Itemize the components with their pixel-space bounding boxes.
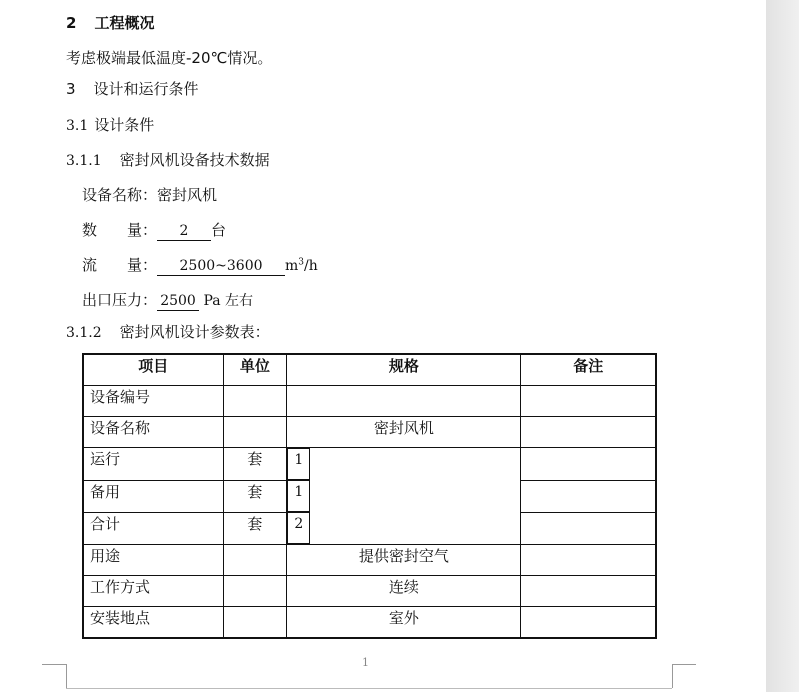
cell-item: 设备编号	[83, 386, 223, 417]
section-3-1-title: 设计条件	[94, 116, 155, 134]
cell-unit	[223, 417, 287, 448]
section-3-1-2-heading	[66, 322, 270, 343]
spec-qty-label: 数 量：	[82, 221, 158, 239]
footer-corner-mark-left	[42, 664, 66, 665]
section-3-title: 设计和运行条件	[93, 80, 199, 98]
spec-pressure-label: 出口压力：	[82, 291, 158, 309]
section-3-1-heading	[66, 115, 154, 136]
viewer-right-gutter	[766, 0, 799, 692]
header-unit: 单位	[223, 354, 287, 386]
section-3-1-2-number: 3.1.2	[66, 325, 102, 341]
spec-qty-unit: 台	[211, 221, 227, 239]
intro-paragraph: 考虑极端最低温度-20℃情况。	[66, 49, 273, 67]
cell-unit: 套	[223, 480, 287, 512]
table-row	[83, 386, 656, 417]
cell-item: 工作方式	[83, 576, 223, 607]
table-row	[83, 576, 656, 607]
spec-equipment-name	[82, 185, 217, 205]
spec-outlet-pressure	[82, 290, 253, 311]
section-3-number: 3	[66, 80, 76, 98]
spec-name-value: 密封风机	[157, 186, 218, 204]
cell-unit	[223, 607, 287, 639]
cell-remark	[521, 448, 656, 481]
section-2-title: 工程概况	[94, 14, 155, 32]
spec-qty-value: 2	[157, 222, 211, 241]
spec-pressure-unit: Pa 左右	[199, 293, 254, 309]
spec-quantity	[82, 220, 226, 241]
table-row	[83, 512, 656, 545]
cell-unit	[223, 576, 287, 607]
table-row	[83, 417, 656, 448]
section-3-1-1-heading	[66, 150, 270, 171]
page-number: 1	[362, 656, 369, 669]
cell-spec	[287, 386, 521, 417]
cell-remark	[521, 480, 656, 512]
cell-item: 运行	[83, 448, 223, 481]
spec-name-label: 设备名称：	[82, 186, 158, 204]
cell-remark	[521, 576, 656, 607]
section-3-1-2-title: 密封风机设计参数表：	[119, 323, 270, 341]
table-row	[83, 480, 656, 512]
cell-spec: 密封风机	[287, 417, 521, 448]
cell-item: 安装地点	[83, 607, 223, 639]
cell-item: 用途	[83, 545, 223, 576]
cell-item: 备用	[83, 480, 223, 512]
section-3-heading	[66, 79, 199, 99]
header-remark: 备注	[521, 354, 656, 386]
cell-spec: 2	[287, 512, 310, 544]
cell-remark	[521, 545, 656, 576]
cell-unit	[223, 545, 287, 576]
table-row	[83, 607, 656, 639]
section-3-1-1-number: 3.1.1	[66, 153, 102, 169]
spec-flow-value: 2500~3600	[157, 257, 285, 276]
spec-flow	[82, 255, 318, 276]
section-2-heading	[66, 13, 154, 33]
header-item: 项目	[83, 354, 223, 386]
section-2-number: 2	[66, 14, 77, 32]
table-header-row	[83, 354, 656, 386]
cell-unit: 套	[223, 448, 287, 481]
cell-unit: 套	[223, 512, 287, 545]
cell-remark	[521, 607, 656, 639]
spec-flow-unit: $m^3/h$	[285, 257, 318, 274]
spec-flow-label: 流 量：	[82, 256, 158, 274]
section-3-1-1-title: 密封风机设备技术数据	[119, 151, 270, 169]
cell-remark	[521, 512, 656, 545]
section-3-1-number: 3.1	[66, 118, 89, 134]
cell-spec: 室外	[287, 607, 521, 639]
footer-corner-mark-right	[672, 664, 696, 665]
cell-remark	[521, 417, 656, 448]
footer-corner-mark-left-vertical	[66, 664, 67, 688]
cell-spec: 1	[287, 480, 310, 512]
cell-remark	[521, 386, 656, 417]
cell-item: 合计	[83, 512, 223, 545]
footer-corner-mark-right-vertical	[672, 664, 673, 688]
table-row	[83, 448, 656, 481]
cell-item: 设备名称	[83, 417, 223, 448]
cell-spec: 1	[287, 448, 310, 480]
table-row	[83, 545, 656, 576]
cell-spec: 连续	[287, 576, 521, 607]
spec-pressure-value: 2500	[157, 292, 199, 311]
page-bottom-edge	[66, 688, 672, 689]
header-spec: 规格	[287, 354, 521, 386]
cell-unit	[223, 386, 287, 417]
fan-design-parameter-table	[82, 353, 657, 639]
cell-spec: 提供密封空气	[287, 545, 521, 576]
